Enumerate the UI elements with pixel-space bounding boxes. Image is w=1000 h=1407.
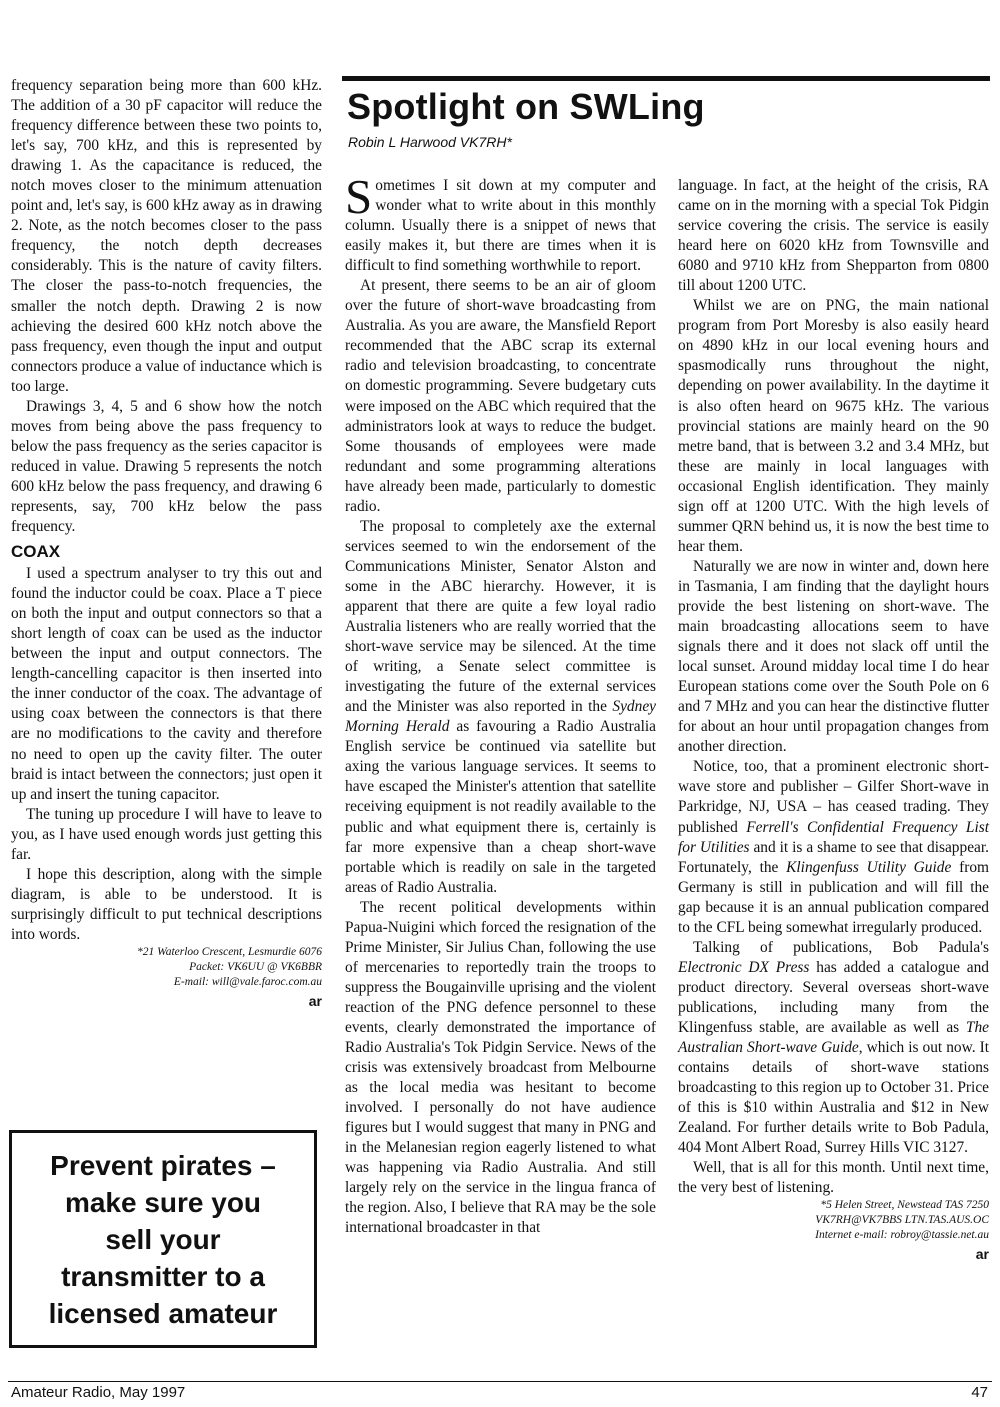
address-line: *21 Waterloo Crescent, Lesmurdie 6076 <box>137 945 322 958</box>
article-column-1 <box>345 169 656 1238</box>
drop-cap: S <box>345 169 373 224</box>
end-mark: ar <box>308 992 322 1009</box>
author-address <box>678 1198 989 1243</box>
publication-name: Sydney Morning Herald <box>345 698 656 736</box>
address-line: E-mail: will@vale.faroc.com.au <box>173 975 322 988</box>
paragraph: Whilst we are on PNG, the main national program from Port Moresby is also easily heard on 4890 kHz in our local evening hours and spasmodically runs throughout the night, depending on power availability. In the daytime it is also often heard on 9675 kHz. The various provincial stations are mainly heard on the 90 metre band, that is between 3.2 and 3.4 MHz, but these are mainly in local languages with occasional English identification. They mainly sign off at 1200 UTC. With the high levels of summer QRN behind us, it is now the best time to hear them. <box>678 297 989 555</box>
paragraph: frequency separation being more than 600 kHz. The addition of a 30 pF capacitor will reduce the frequency difference between these two points to, let's say, 700 kHz, and this is represented by drawing 1. As the capacitance is reduced, the notch moves closer to the minimum attenuation point and, let's say, is 600 kHz away as in drawing 2. Note, as the notch becomes closer to the pass frequency, the notch depth decreases considerably. This is the nature of cavity filters. The closer the pass-to-notch frequencies, the smaller the notch depth. Drawing 2 is now achieving the desired 600 kHz notch above the pass frequency, even though the input and output connectors produce a value of inductance which is too large. <box>11 77 322 395</box>
page-number: 47 <box>971 1384 988 1401</box>
paragraph: I hope this description, along with the simple diagram, is able to be understood. It is surprisingly difficult to put technical descriptions into words. <box>11 865 322 943</box>
end-mark: ar <box>975 1246 989 1263</box>
paragraph: Sometimes I sit down at my computer and wonder what to write about in this monthly column. Usually there is a snippet of news that easily makes it, but there are times when it is difficult to find something worthwhile to report. <box>345 169 656 275</box>
paragraph: Talking of publications, Bob Padula's Electronic DX Press has added a catalogue and product directory. Several overseas short-wave publications, including many from the Klingenfuss stable, are available as well as The Australian Short-wave Guide, which is out now. It contains details of short-wave stations broadcasting to this region up to October 31. Price of this is $10 within Australia and $12 in New Zealand. For further details write to Bob Padula, 404 Mont Albert Road, Surrey Hills VIC 3127. <box>678 938 989 1157</box>
article-column-2 <box>678 176 989 1264</box>
publication-name: Ferrell's Confidential Frequency List for Utilities <box>678 818 989 856</box>
author-address <box>11 945 322 990</box>
notice-line: transmitter to a <box>61 1260 265 1292</box>
address-line: Packet: VK6UU @ VK6BBR <box>189 960 322 973</box>
section-heading-coax: COAX <box>11 542 61 562</box>
paragraph: I used a spectrum analyser to try this out and found the inductor could be coax. Place a T piece on both the input and output connectors so that a short length of coax can be used as the inductor between the input and output connectors. The length-cancelling capacitor is then inserted into the inner conductor of the coax. The advantage of using coax between the connectors is that there are no modifications to the cavity and therefore no need to open up the cavity filter. The outer braid is intact between the connectors; just open it up and insert the tuning capacitor. <box>11 565 322 803</box>
paragraph: Notice, too, that a prominent electronic short-wave store and publisher – Gilfer Short-wave in Parkridge, NJ, USA – has ceased trading. They published Ferrell's Confidential Frequency List for Utilities and it is a shame to see that disappear. Fortunately, the Klingenfuss Utility Guide from Germany is still in publication and will fill the gap because it is an annual publication compared to the CFL being somewhat irregularly produced. <box>678 758 989 936</box>
address-line: Internet e-mail: robroy@tassie.net.au <box>815 1229 989 1242</box>
publication-name: Electronic DX Press <box>678 958 810 976</box>
paragraph: The recent political developments within Papua-Nuigini which forced the resignation of the Prime Minister, Sir Julius Chan, following the use of mercenaries to reportedly train the troops to suppress the Bougainville uprising and the violent reaction of the PNG defence personnel to these events, clearly demonstrated the importance of Radio Australia's Tok Pidgin Service. News of the crisis was extensively broadcast from Melbourne as the local media was hesitant to become involved. I personally do not have audience figures but I would suggest that many in PNG and in the Melanesian region eagerly listened to what was happening via Radio Australia. And still largely rely on the service in the lingua franca of the region. Also, I believe that RA may be the sole international broadcaster in that <box>345 898 656 1237</box>
address-line: *5 Helen Street, Newstead TAS 7250 <box>820 1199 989 1212</box>
article-title: Spotlight on SWLing <box>347 86 705 127</box>
title-rule <box>342 76 990 81</box>
paragraph: The tuning up procedure I will have to leave to you, as I have used enough words just getting this far. <box>11 805 322 863</box>
notice-line: licensed amateur <box>48 1297 278 1329</box>
paragraph: At present, there seems to be an air of gloom over the future of short-wave broadcasting from Australia. As you are aware, the Mansfield Report recommended that the ABC scrap its external radio and television broadcasting, to concentrate on domestic programming. Severe budgetary cuts were imposed on the ABC which required that the administrators look at ways to reduce the budget. Some thousands of employees were made redundant and some programming alterations have already been made, particularly to domestic radio. <box>345 277 656 515</box>
footer-rule <box>8 1381 992 1382</box>
pirates-notice-box <box>9 1130 317 1348</box>
publication-name: The Australian Short-wave Guide <box>678 1018 989 1057</box>
address-line: VK7RH@VK7BBS LTN.TAS.AUS.OC <box>815 1214 989 1227</box>
paragraph: Well, that is all for this month. Until next time, the very best of listening. <box>678 1159 989 1197</box>
left-column <box>11 76 322 1011</box>
paragraph: Naturally we are now in winter and, down here in Tasmania, I am finding that the daylight hours provide the best listening on short-wave. The main broadcasting allocations seem to have signals there and it does not slack off until the local sunset. Around midday local time I do hear European stations come over the South Pole on 6 and 7 MHz and you can hear the distinctive flutter for about an hour until propagation changes from another direction. <box>678 557 989 756</box>
notice-line: make sure you <box>64 1186 262 1218</box>
paragraph: language. In fact, at the height of the crisis, RA came on in the morning with a special Tok Pidgin service covering the crisis. The service is easily heard here on 6020 kHz from Townsville and 6080 and 9710 kHz from Shepparton from 0800 till about 1200 UTC. <box>678 177 989 295</box>
pirates-notice-text <box>49 1147 278 1332</box>
article-byline: Robin L Harwood VK7RH* <box>348 134 512 150</box>
footer-publication: Amateur Radio, May 1997 <box>11 1384 186 1401</box>
publication-name: Klingenfuss Utility Guide <box>786 858 952 876</box>
notice-line: Prevent pirates – <box>50 1149 276 1181</box>
paragraph: Drawings 3, 4, 5 and 6 show how the notch moves from being above the pass frequency to below the pass frequency as the series capacitor is reduced in value. Drawing 5 represents the notch 600 kHz below the pass frequency, and drawing 6 represents, say, 700 kHz below the pass frequency. <box>11 397 322 536</box>
paragraph: The proposal to completely axe the external services seemed to win the endorsement of the Communications Minister, Senator Alston and some in the ABC hierarchy. However, it is apparent that there are quite a few loyal radio Australia listeners who are really worried that the short-wave service may be silenced. At the time of writing, a Senate select committee is investigating the future of the external services and the Minister was also reported in the Sydney Morning Herald as favouring a Radio Australia English service be continued via satellite but axing the various language services. It seems to have escaped the Minister's attention that satellite receiving equipment is not readily available to the public and what equipment there is, certainly is far more expensive than a cheap short-wave portable which is readily on sale in the targeted areas of Radio Australia. <box>345 517 656 896</box>
notice-line: sell your <box>105 1223 221 1255</box>
